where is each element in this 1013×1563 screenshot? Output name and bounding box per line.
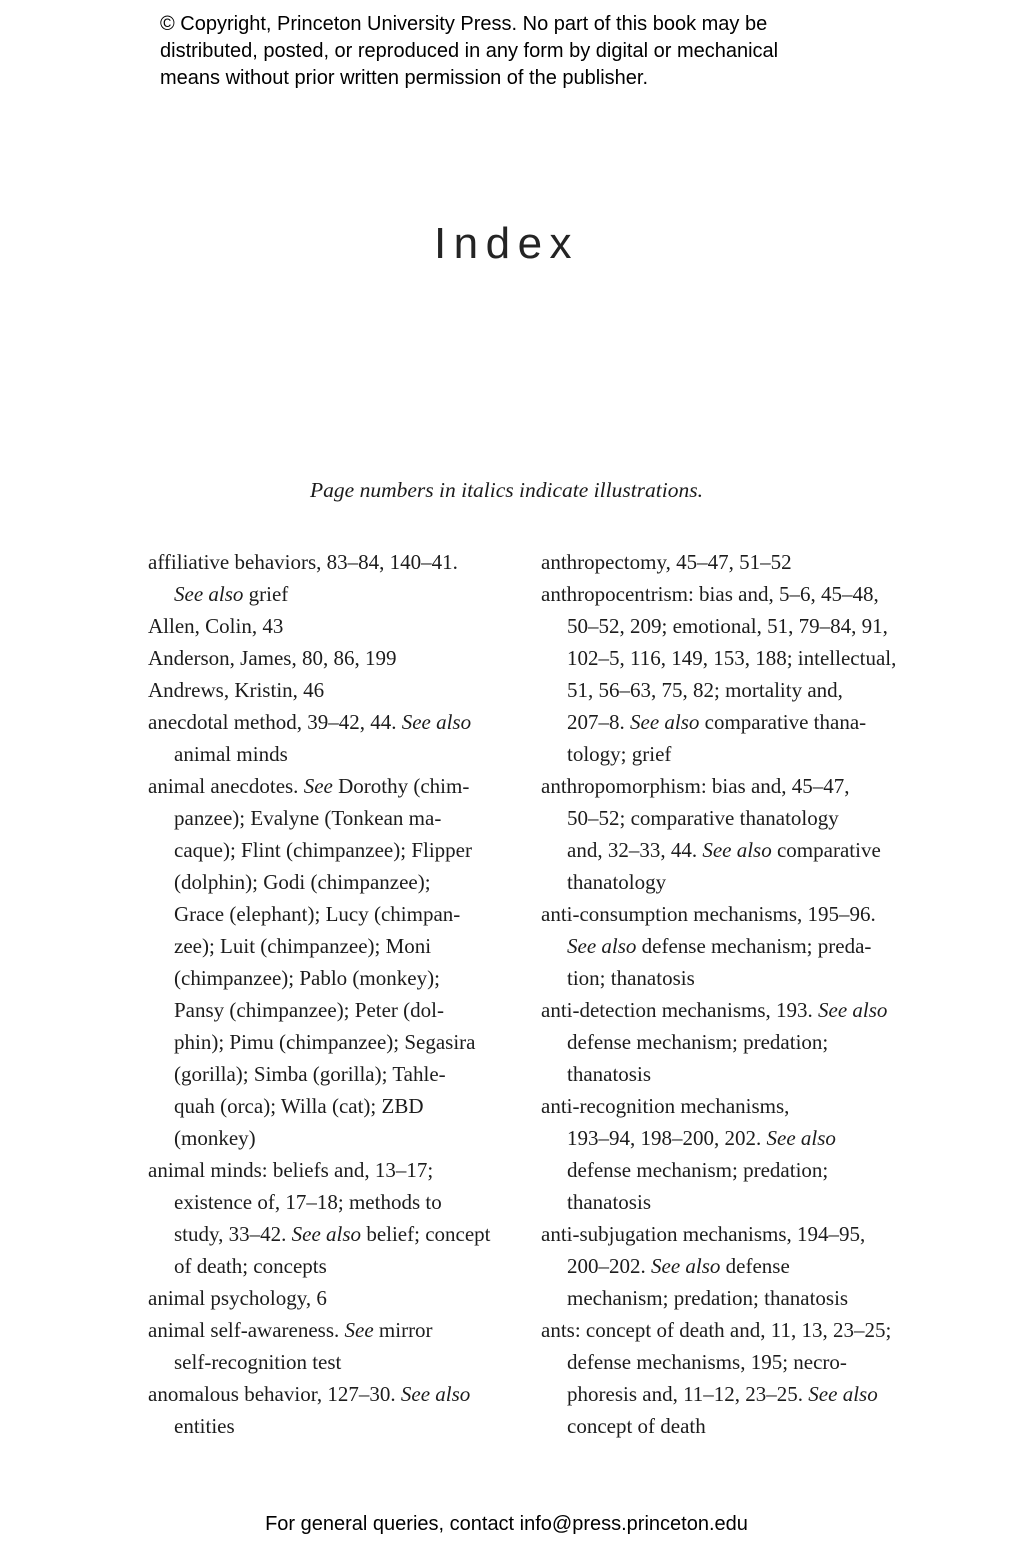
- index-line: (gorilla); Simba (gorilla); Tahle-: [174, 1062, 446, 1086]
- index-line: 193–94, 198–200, 202. See also: [567, 1126, 836, 1150]
- index-line: thanatology: [567, 870, 667, 894]
- index-line: animal minds: beliefs and, 13–17;: [148, 1158, 434, 1182]
- index-line: phoresis and, 11–12, 23–25. See also: [567, 1382, 878, 1406]
- index-line: defense mechanisms, 195; necro-: [567, 1350, 847, 1374]
- index-line: caque); Flint (chimpanzee); Flipper: [174, 838, 472, 862]
- index-line: See also defense mechanism; preda-: [567, 934, 872, 958]
- page-title: Index: [433, 219, 580, 268]
- index-line: phin); Pimu (chimpanzee); Segasira: [174, 1030, 476, 1054]
- index-line: mechanism; predation; thanatosis: [567, 1286, 849, 1310]
- index-line: and, 32–33, 44. See also comparative: [567, 838, 881, 862]
- index-line: 51, 56–63, 75, 82; mortality and,: [567, 678, 843, 702]
- index-line: concept of death: [567, 1414, 706, 1438]
- index-line: anthropomorphism: bias and, 45–47,: [541, 774, 850, 798]
- index-line: anthropocentrism: bias and, 5–6, 45–48,: [541, 582, 879, 606]
- index-line: thanatosis: [567, 1190, 651, 1214]
- index-line: anthropectomy, 45–47, 51–52: [541, 550, 792, 574]
- index-line: of death; concepts: [174, 1254, 327, 1278]
- index-line: anecdotal method, 39–42, 44. See also: [148, 710, 472, 734]
- index-line: anti-consumption mechanisms, 195–96.: [541, 902, 876, 926]
- index-line: defense mechanism; predation;: [567, 1030, 829, 1054]
- copyright-line: distributed, posted, or reproduced in any form by digital or mechanical: [160, 40, 779, 62]
- index-line: panzee); Evalyne (Tonkean ma-: [174, 806, 442, 830]
- index-line: defense mechanism; predation;: [567, 1158, 829, 1182]
- copyright-line: © Copyright, Princeton University Press. No part of this book may be: [160, 13, 768, 35]
- index-line: anti-recognition mechanisms,: [541, 1094, 790, 1118]
- index-line: (monkey): [174, 1126, 256, 1150]
- index-line: entities: [174, 1414, 235, 1438]
- index-line: 207–8. See also comparative thana-: [567, 710, 867, 734]
- index-line: Anderson, James, 80, 86, 199: [148, 646, 397, 670]
- index-line: 50–52; comparative thanatology: [567, 806, 839, 830]
- index-line: Grace (elephant); Lucy (chimpan-: [174, 902, 461, 926]
- index-line: Pansy (chimpanzee); Peter (dol-: [174, 998, 444, 1022]
- index-line: tion; thanatosis: [567, 966, 695, 990]
- index-line: 102–5, 116, 149, 153, 188; intellectual,: [567, 646, 897, 670]
- index-line: study, 33–42. See also belief; concept: [174, 1222, 491, 1246]
- index-line: 200–202. See also defense: [567, 1254, 790, 1278]
- index-line: animal anecdotes. See Dorothy (chim-: [148, 774, 470, 798]
- index-line: Allen, Colin, 43: [148, 614, 284, 638]
- index-line: animal minds: [174, 742, 288, 766]
- index-line: (dolphin); Godi (chimpanzee);: [174, 870, 431, 894]
- index-line: quah (orca); Willa (cat); ZBD: [174, 1094, 424, 1118]
- index-line: Andrews, Kristin, 46: [148, 678, 325, 702]
- index-line: ants: concept of death and, 11, 13, 23–25;: [541, 1318, 892, 1342]
- index-column-right: [541, 546, 933, 1442]
- copyright-line: means without prior written permission of the publisher.: [160, 67, 649, 89]
- index-line: anti-detection mechanisms, 193. See also: [541, 998, 888, 1022]
- illustrations-note: Page numbers in italics indicate illustrations.: [310, 478, 703, 502]
- index-line: existence of, 17–18; methods to: [174, 1190, 442, 1214]
- index-column-left: [148, 546, 540, 1442]
- index-line: zee); Luit (chimpanzee); Moni: [174, 934, 432, 958]
- index-line: (chimpanzee); Pablo (monkey);: [174, 966, 440, 990]
- index-line: 50–52, 209; emotional, 51, 79–84, 91,: [567, 614, 888, 638]
- index-line: animal self-awareness. See mirror: [148, 1318, 433, 1342]
- index-line: self-recognition test: [174, 1350, 342, 1374]
- index-line: affiliative behaviors, 83–84, 140–41.: [148, 550, 458, 574]
- footer-contact: For general queries, contact info@press.princeton.edu: [265, 1513, 748, 1535]
- index-line: anomalous behavior, 127–30. See also: [148, 1382, 471, 1406]
- index-line: See also grief: [174, 582, 289, 606]
- index-line: tology; grief: [567, 742, 672, 766]
- index-line: thanatosis: [567, 1062, 651, 1086]
- index-line: animal psychology, 6: [148, 1286, 327, 1310]
- index-line: anti-subjugation mechanisms, 194–95,: [541, 1222, 866, 1246]
- copyright-notice: [160, 11, 880, 92]
